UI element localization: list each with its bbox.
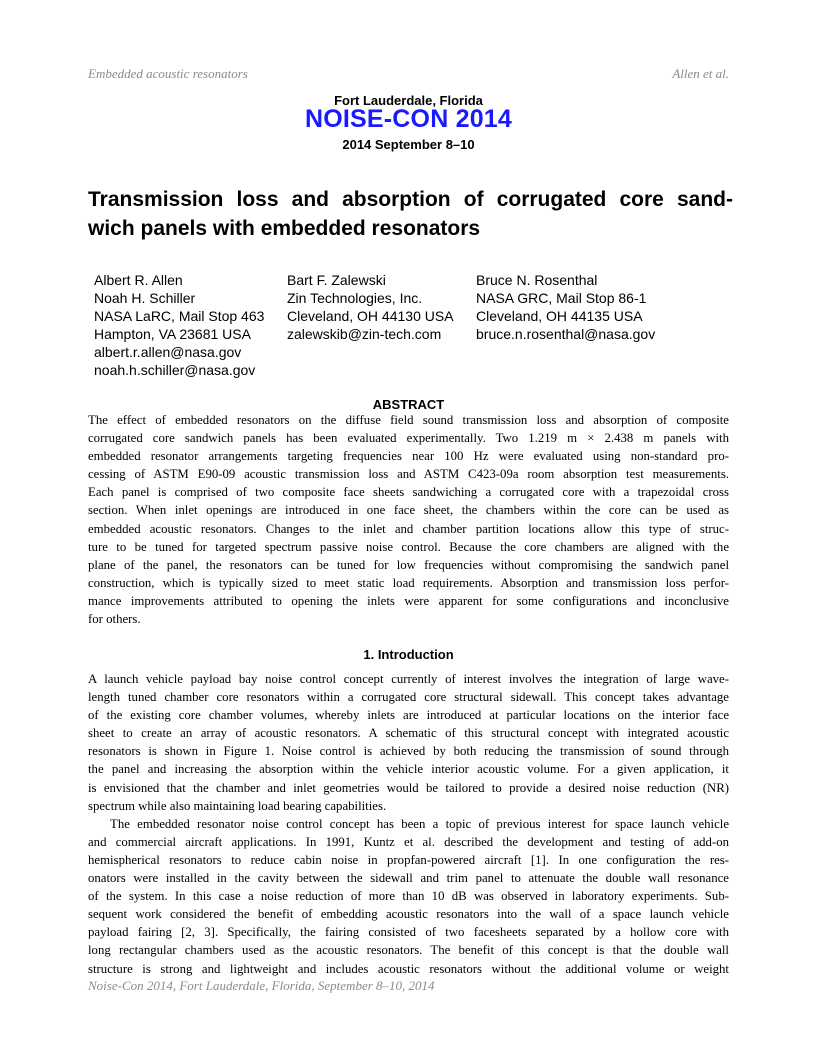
author-line: NASA LaRC, Mail Stop 463 [94,308,265,324]
text-line: mance improvements attributed to opening the inlets were apparent for some configurations and inconclusive [88,593,729,608]
text-line: of the existing core chamber volumes, whereby inlets are introduced at particular locations on the interior face [88,708,729,723]
text-line: the panel and increasing the absorption within the vehicle interior acoustic volume. For a given application, it [88,762,729,777]
text-line: for others. [88,612,141,627]
conference-location: Fort Lauderdale, Florida [334,93,483,108]
abstract-body [88,411,729,628]
author-line: NASA GRC, Mail Stop 86-1 [476,290,647,306]
author-line: Noah H. Schiller [94,290,196,306]
author-line: Bruce N. Rosenthal [476,272,598,288]
author-column-allen-schiller [94,271,264,379]
text-line: corrugated core sandwich panels has been evaluated experimentally. Two 1.219 m × 2.438 m panels with [88,431,729,446]
author-email: zalewskib@zin-tech.com [287,326,442,342]
text-line: long rectangular chambers used as the acoustic resonators. The benefit of this concept is that the double wall [88,943,729,958]
text-line: section. When inlet openings are introduced in one face sheet, the chambers within the core can be used as [88,503,729,518]
text-line: is envisioned that the chamber and inlet geometries would be tailored to provide a desired noise reduction (NR) [88,780,729,795]
author-line: Albert R. Allen [94,272,183,288]
text-line: hemispherical resonators to reduce cabin noise in propfan-powered aircraft [1]. In one configuration the res- [88,852,729,867]
text-line: ture to be tuned for targeted spectrum passive noise control. Because the core chambers are aligned with the [88,539,729,554]
text-line: length tuned chamber core resonators within a corrugated core structural sidewall. This concept takes advantage [88,690,729,705]
text-line: spectrum while also maintaining load bearing capabilities. [88,798,387,813]
conference-dates: 2014 September 8–10 [342,137,475,152]
text-line: cessing of ASTM E90-09 acoustic transmission loss and ASTM C423-09a room absorption test measurements. [88,467,729,482]
author-line: Cleveland, OH 44130 USA [287,308,454,324]
text-line: and commercial aircraft applications. In 1991, Kuntz et al. described the development and testing of add-on [88,834,729,849]
author-line: Zin Technologies, Inc. [287,290,423,306]
author-email: noah.h.schiller@nasa.gov [94,362,256,378]
text-line: embedded acoustic resonators. Changes to the inlet and chamber partition locations allow this type of struc- [88,521,729,536]
text-line: resonators is shown in Figure 1. Noise control is achieved by both reducing the transmission of sound through [88,744,729,759]
text-line: A launch vehicle payload bay noise control concept currently of interest involves the integration of large wave- [88,672,729,686]
text-line: The effect of embedded resonators on the diffuse field sound transmission loss and absorption of composite [88,413,729,427]
text-line: sheet to create an array of acoustic resonators. A schematic of this structural concept with integrated acoustic [88,726,729,741]
running-head-left: Embedded acoustic resonators [88,66,248,81]
author-line: Hampton, VA 23681 USA [94,326,251,342]
author-line: Bart F. Zalewski [287,272,386,288]
author-column-zalewski [287,271,454,343]
author-email: bruce.n.rosenthal@nasa.gov [476,326,656,342]
text-line: Each panel is comprised of two composite face sheets sandwiching a corrugated core with a trapezoidal cross [88,485,729,500]
text-line: plane of the panel, the resonators can be tuned for low frequencies without compromising the sandwich panel [88,557,729,572]
text-line: construction, which is typically sized to meet static load requirements. Absorption and transmission loss perfor- [88,575,729,590]
author-line: Cleveland, OH 44135 USA [476,308,643,324]
conference-name: NOISE-CON 2014 [304,105,513,133]
abstract-heading: ABSTRACT [372,397,445,412]
text-line: structure is strong and lightweight and includes acoustic resonators without the additional volume or weight [88,961,729,976]
text-line: of the system. In this case a noise reduction of more than 10 dB was observed in laboratory experiments. Sub- [88,889,729,904]
text-line: The embedded resonator noise control concept has been a topic of previous interest for space launch vehicle [110,816,729,831]
text-line: payload fairing [2, 3]. Specifically, the fairing consisted of two facesheets separated by a hollow core with [88,925,729,940]
text-line: embedded resonator arrangements targeting frequencies near 100 Hz were evaluated using non-standard pro- [88,449,729,464]
author-column-rosenthal [476,271,655,343]
page-footer: Noise-Con 2014, Fort Lauderdale, Florida, September 8–10, 2014 [88,978,435,993]
text-line: onators were installed in the cavity between the sidewall and trim panel to attenuate the double wall resonance [88,871,729,886]
text-line: sequent work considered the benefit of embedding acoustic resonators into the wall of a space launch vehicle [88,907,729,922]
running-head-right: Allen et al. [672,66,729,81]
author-email: albert.r.allen@nasa.gov [94,344,242,360]
introduction-heading: 1. Introduction [363,647,454,662]
paper-title: Transmission loss and absorption of corrugated core sand- wich panels with embedded resonators [88,188,733,240]
introduction-body [88,670,729,978]
